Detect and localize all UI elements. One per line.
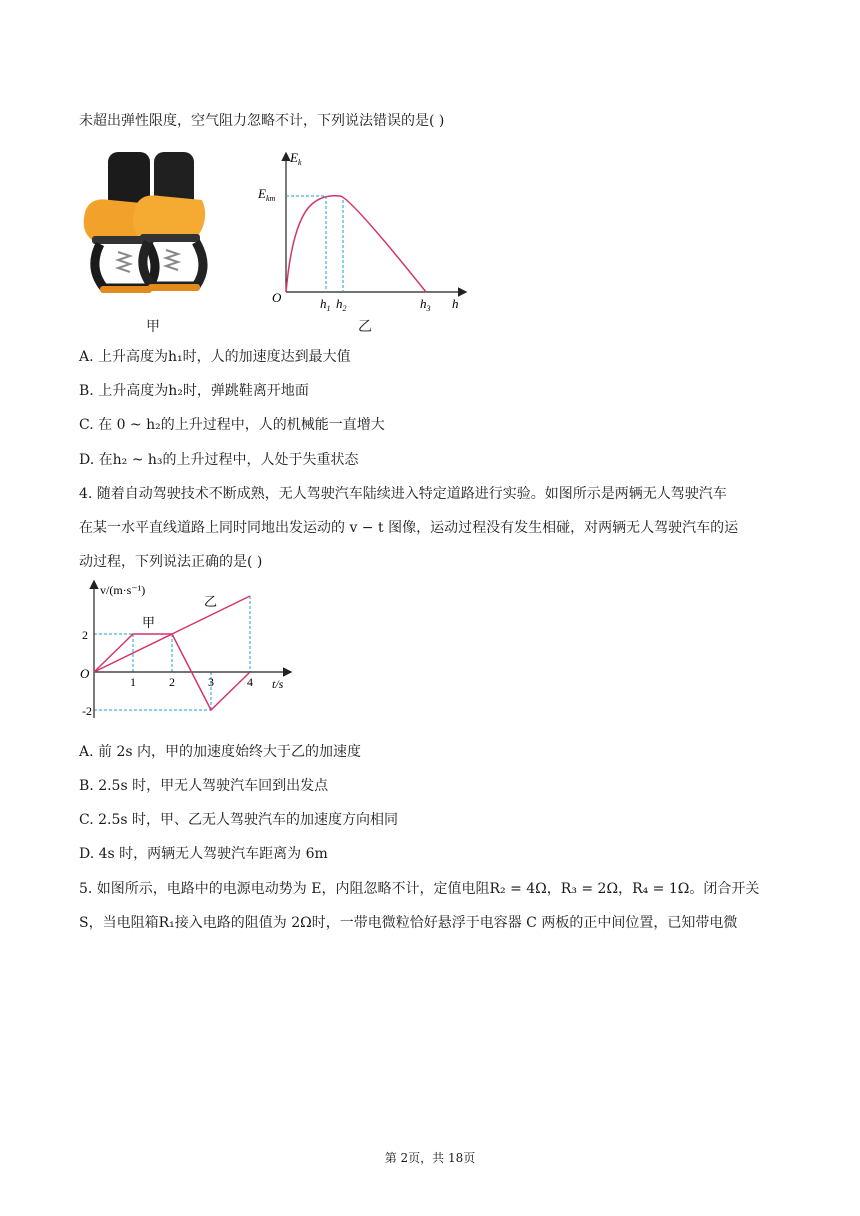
- ek-h-graph: [250, 148, 480, 323]
- h3-label: $h_3$: [420, 296, 431, 313]
- vt-y-label: v/(m·s⁻¹): [100, 583, 146, 597]
- h1-label: $h_1$: [320, 296, 331, 313]
- vt-origin-label: O: [80, 666, 90, 681]
- vt-x-tick-label: 4: [247, 675, 253, 689]
- vt-series-jia-label: 甲: [142, 615, 156, 630]
- q5-stem-line-1: 5. 如图所示，电路中的电源电动势为 E，内阻忽略不计，定值电阻R₂ = 4Ω，R₃ = 2Ω，R₄ = 1Ω。闭合开关: [79, 881, 760, 897]
- ek-curve: [286, 196, 426, 292]
- ek-figure-label: 乙: [358, 319, 372, 335]
- ek-origin-label: O: [272, 290, 282, 305]
- jumping-shoes-image: [78, 148, 238, 313]
- vt-x-label: t/s: [272, 677, 284, 691]
- vt-x-tick-label: 1: [130, 675, 136, 689]
- q4-option-c: C. 2.5s 时，甲、乙无人驾驶汽车的加速度方向相同: [79, 812, 399, 828]
- q4-stem-line-1: 4. 随着自动驾驶技术不断成熟，无人驾驶汽车陆续进入特定道路进行实验。如图所示是两辆无人驾驶汽车: [79, 486, 727, 502]
- ekm-label: $E_{km}$: [258, 186, 276, 203]
- ek-y-label: $E_k$: [290, 150, 302, 167]
- h2-label: $h_2$: [336, 296, 347, 313]
- vt-x-tick-label: 3: [208, 675, 214, 689]
- q3-option-c: C. 在 0 ~ h₂的上升过程中，人的机械能一直增大: [79, 417, 385, 433]
- q3-option-d: D. 在h₂ ~ h₃的上升过程中，人处于失重状态: [79, 452, 359, 468]
- vt-y-tick-label: -2: [82, 704, 92, 718]
- q3-stem-tail: 未超出弹性限度，空气阻力忽略不计，下列说法错误的是( ): [79, 113, 445, 129]
- ek-x-label: h: [452, 296, 459, 311]
- q3-option-b: B. 上升高度为h₂时，弹跳鞋离开地面: [79, 383, 309, 399]
- vt-x-tick-label: 2: [169, 675, 175, 689]
- vt-graph: [76, 578, 300, 730]
- page-footer: 第 2页，共 18页: [384, 1151, 476, 1165]
- vt-y-tick-label: 2: [82, 628, 88, 642]
- q4-option-a: A. 前 2s 内，甲的加速度始终大于乙的加速度: [79, 744, 362, 760]
- q4-option-d: D. 4s 时，两辆无人驾驶汽车距离为 6m: [79, 846, 328, 862]
- vt-series-yi-label: 乙: [204, 594, 218, 609]
- q4-stem-line-2: 在某一水平直线道路上同时同地出发运动的 v − t 图像，运动过程没有发生相碰，对两辆无人驾驶汽车的运: [79, 520, 739, 536]
- q3-option-a: A. 上升高度为h₁时，人的加速度达到最大值: [79, 349, 351, 365]
- shoe-figure-label: 甲: [146, 319, 160, 335]
- q4-stem-line-3: 动过程，下列说法正确的是( ): [79, 554, 263, 570]
- q4-option-b: B. 2.5s 时，甲无人驾驶汽车回到出发点: [79, 778, 329, 794]
- q5-stem-line-2: S，当电阻箱R₁接入电路的阻值为 2Ω时，一带电微粒恰好悬浮于电容器 C 两板的正中间位置，已知带电微: [79, 915, 738, 931]
